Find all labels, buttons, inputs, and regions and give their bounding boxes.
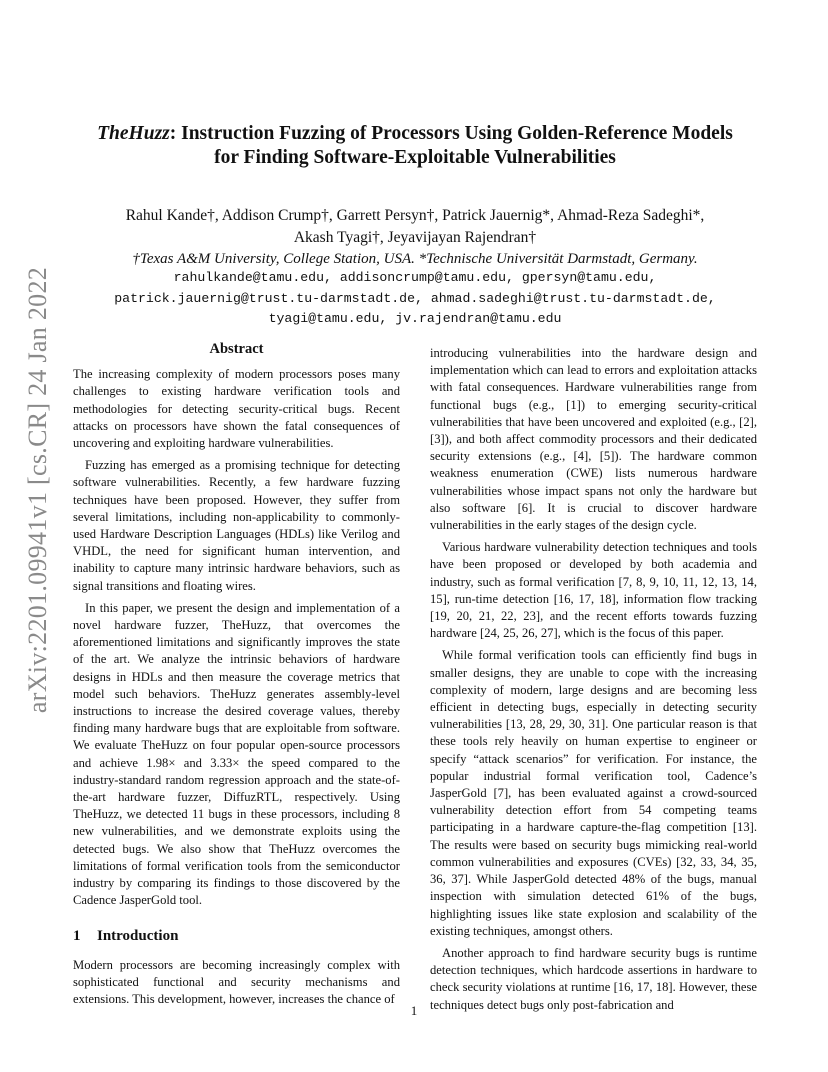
email-line: rahulkande@tamu.edu, addisoncrump@tamu.edu, gpersyn@tamu.edu,: [173, 270, 657, 285]
body-paragraph: introducing vulnerabilities into the hardware design and implementation which can lead to errors and exploitation attacks with fatal consequences. Hardware vulnerabilities range from functional bugs (e.g., [1]) to emerging security-critical vulnerabilities that have been uncovered and exploited (e.g., [2],[3]), and both affect commodity processors and their dedicated security extensions (e.g., [4], [5]). The hardware common weakness enumeration (CWE) lists numerous hardware vulnerabilities whose impact spans not only the hardware but also software [6]. It is crucial to discover hardware vulnerabilities in the early stages of the design cycle.: [430, 346, 757, 533]
body-paragraph: Another approach to find hardware security bugs is runtime detection techniques, which hardcode assertions in hardware to check security violations at runtime [16, 17, 18]. However, these techniques detect bugs only post-fabrication and: [430, 945, 757, 1012]
authors-line2: Akash Tyagi†, Jeyavijayan Rajendran†: [293, 229, 537, 246]
section-heading-introduction: [73, 928, 400, 945]
author-list: [90, 205, 740, 249]
abstract-paragraph: The increasing complexity of modern processors poses many challenges to existing hardware verification tools and methodologies for detecting security-critical bugs. Recent attacks on processors have shown the fatal consequences of uncovering and exploiting hardware vulnerabilities.: [73, 367, 400, 451]
abstract-paragraph: Fuzzing has emerged as a promising technique for detecting software vulnerabilities. Recently, a few hardware fuzzing techniques have been proposed. However, they suffer from several limitations, including non-applicability to commonly-used Hardware Description Languages (HDLs) like Verilog and VHDL, the need for significant human intervention, and inability to capture many intrinsic hardware behaviors, such as signal transitions and floating wires.: [73, 458, 400, 593]
right-column: [430, 345, 757, 1019]
abstract-heading: Abstract: [209, 341, 264, 357]
affiliations: †Texas A&M University, College Station, USA. *Technische Universität Darmstadt, Germany.: [132, 251, 698, 267]
paper-title: [90, 122, 740, 170]
email-line: patrick.jauernig@trust.tu-darmstadt.de, ahmad.sadeghi@trust.tu-darmstadt.de,: [114, 290, 716, 306]
page-number: 1: [410, 1003, 418, 1018]
body-paragraph: While formal verification tools can efficiently find bugs in smaller designs, they are unable to cope with the increasing complexity of modern, large designs and are becoming less efficient in detecting bugs, especially in detecting security vulnerabilities [13, 28, 29, 30, 31]. One particular reason is that these tools rely heavily on human expertise to engineer or specify “attack scenarios” for verification. For instance, the popular industrial formal verification tool, Cadence’s JasperGold [7], has been evaluated against a crowd-sourced vulnerability detection effort from 54 competing teams participating in a hardware capture-the-flag competition [13]. The results were based on security bugs mimicking real-world common vulnerabilities and exposures (CVEs) [32, 33, 34, 35, 36, 37]. While JasperGold detected 48% of the bugs, manual inspection with simulation detected 61% of the bugs, highlighting issues like state explosion and scalability of the existing techniques, amongst others.: [430, 648, 757, 938]
body-paragraph: Modern processors are becoming increasingly complex with sophisticated functional and security mechanisms and extensions. This development, however, increases the chance of: [73, 957, 400, 1007]
arxiv-id: arXiv:2201.09941v1 [cs.CR] 24 Jan 2022: [23, 266, 52, 714]
title-tool-name: TheHuzz: [97, 123, 170, 144]
section-number: 1: [73, 927, 81, 944]
title-line2: for Finding Software-Exploitable Vulnerabilities: [214, 147, 616, 168]
author-emails: [70, 268, 760, 330]
left-column: [73, 341, 400, 1013]
body-paragraph: Various hardware vulnerability detection techniques and tools have been proposed or developed by both academia and industry, such as formal verification [7, 8, 9, 10, 11, 12, 13, 14, 15], run-time detection [16, 17, 18], information flow tracking [19, 20, 21, 22, 23], and the recent efforts towards fuzzing hardware [24, 25, 26, 27], which is the focus of this paper.: [430, 540, 757, 641]
authors-line1: Rahul Kande†, Addison Crump†, Garrett Persyn†, Patrick Jauernig*, Ahmad-Reza Sadeghi*,: [125, 207, 705, 224]
arxiv-watermark: [18, 266, 58, 714]
abstract-paragraph: In this paper, we present the design and implementation of a novel hardware fuzzer, TheHuzz, that overcomes the aforementioned limitations and significantly improves the state of the art. We analyze the intrinsic behaviors of hardware designs in HDLs and then measure the coverage metrics that model such behaviors. TheHuzz generates assembly-level instructions to increase the desired coverage values, thereby finding many hardware bugs that are exploitable from software. We evaluate TheHuzz on four popular open-source processors and achieve 1.98× and 3.33× the speed compared to the industry-standard random regression approach and the state-of-the-art hardware fuzzer, DiffuzRTL, respectively. Using TheHuzz, we detected 11 bugs in these processors, including 8 new vulnerabilities, and we demonstrate exploits using the detected bugs. We also show that TheHuzz overcomes the limitations of formal verification tools from the semiconductor industry by comparing its findings to those discovered by the Cadence JasperGold tool.: [73, 600, 400, 908]
section-title: Introduction: [97, 927, 179, 944]
title-line1: : Instruction Fuzzing of Processors Using Golden-Reference Models: [169, 123, 733, 144]
email-line: tyagi@tamu.edu, jv.rajendran@tamu.edu: [268, 311, 562, 326]
